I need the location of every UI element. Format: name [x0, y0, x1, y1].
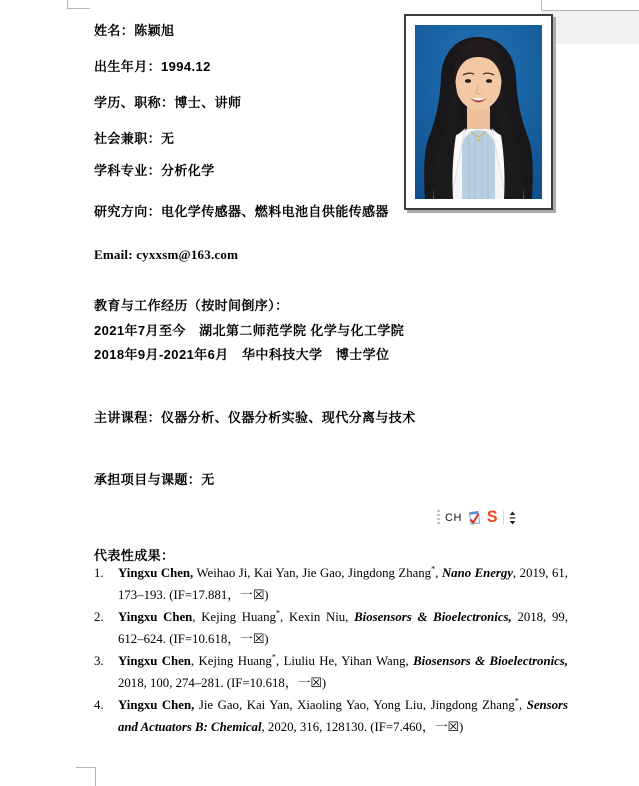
divider: [503, 511, 504, 525]
language-bar[interactable]: [433, 504, 520, 531]
crop-mark-top-left-v: [67, 0, 68, 8]
publications-list: [94, 562, 568, 738]
field-name: 姓名：陈颖旭: [94, 23, 175, 38]
portrait-photo: [404, 14, 553, 210]
field-courses: 主讲课程：仪器分析、仪器分析实验、现代分离与技术: [94, 410, 416, 425]
publication-text: Yingxu Chen, Jie Gao, Kai Yan, Xiaoling Yao, Yong Liu, Jingdong Zhang*, Sensors and Actuators B: Chemical, 2020, 316, 128130. (IF=7.460，一☒): [118, 696, 568, 734]
crop-mark-top-left-h: [67, 8, 90, 9]
publication-item: [94, 606, 568, 650]
publication-number: 4.: [94, 698, 104, 712]
publications-header: 代表性成果：: [94, 548, 175, 563]
field-degree-title: 学历、职称：博士、讲师: [94, 95, 242, 110]
publication-number: 1.: [94, 566, 104, 580]
education-item: 2021年7月至今 湖北第二师范学院 化学与化工学院: [94, 323, 405, 338]
publication-text: Yingxu Chen, Kejing Huang*, Liuliu He, Yihan Wang, Biosensors & Bioelectronics, 2018, 100, 274–281. (IF=10.618，一☒): [118, 652, 568, 690]
language-indicator[interactable]: CH: [445, 511, 462, 524]
portrait-illustration: [415, 25, 542, 199]
crop-mark-bottom-left-v: [95, 767, 96, 786]
publication-number: 3.: [94, 654, 104, 668]
sogou-icon[interactable]: S: [486, 508, 498, 526]
publication-number: 2.: [94, 610, 104, 624]
ime-status-icon[interactable]: [467, 510, 482, 526]
field-email: Email: cyxxsm@163.com: [94, 247, 239, 262]
field-major: 学科专业：分析化学: [94, 163, 215, 178]
crop-mark-bottom-left-h: [76, 767, 95, 768]
page-edge-shading: [542, 11, 639, 44]
education-header: 教育与工作经历（按时间倒序）：: [94, 298, 289, 313]
publication-item: [94, 694, 568, 738]
publication-item: [94, 562, 568, 606]
field-projects: 承担项目与课题：无: [94, 472, 215, 487]
education-item: 2018年9月-2021年6月 华中科技大学 博士学位: [94, 347, 390, 362]
crop-mark-top-right-v: [541, 0, 542, 10]
field-birth: 出生年月：1994.12: [94, 59, 211, 74]
publication-text: Yingxu Chen, Weihao Ji, Kai Yan, Jie Gao, Jingdong Zhang*, Nano Energy, 2019, 61, 173–193. (IF=17.881，一☒): [118, 564, 568, 602]
field-research: 研究方向：电化学传感器、燃料电池自供能传感器: [94, 204, 389, 219]
toolbar-options-icon[interactable]: [509, 511, 516, 525]
publication-item: [94, 650, 568, 694]
publication-text: Yingxu Chen, Kejing Huang*, Kexin Niu, Biosensors & Bioelectronics, 2018, 99, 612–624. (IF=10.618，一☒): [118, 608, 568, 646]
drag-handle-icon[interactable]: [437, 510, 440, 525]
field-social: 社会兼职：无: [94, 131, 175, 146]
